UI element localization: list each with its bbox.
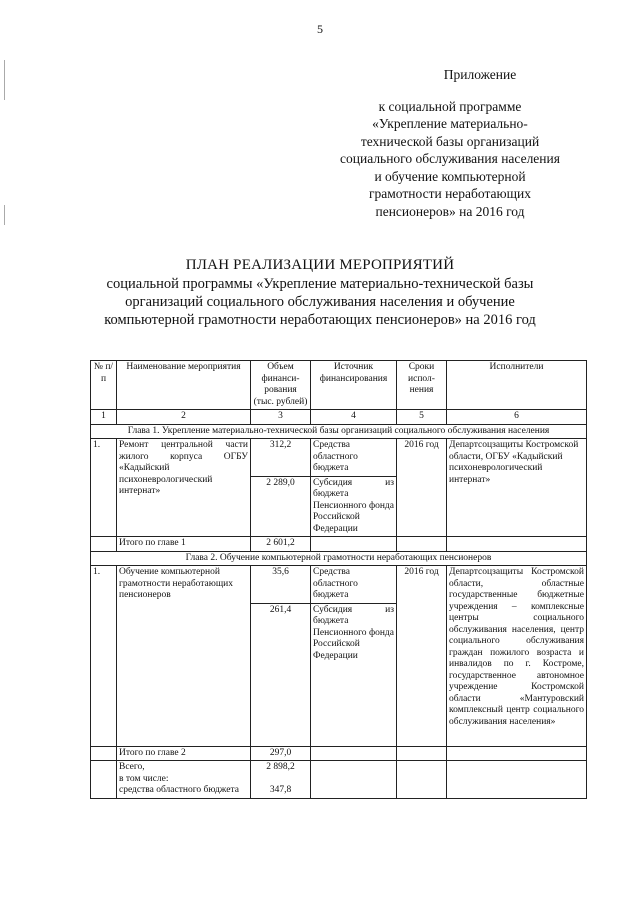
document-title xyxy=(60,256,580,329)
title-line: организаций социального обслуживания населения и обучение xyxy=(125,294,515,310)
empty-cell xyxy=(397,746,447,761)
measure-name: Обучение компьютерной грамотности неработающих пенсионеров xyxy=(117,566,251,747)
empty-cell xyxy=(311,761,397,799)
row-num: 1. xyxy=(91,566,117,747)
funding-source: Средства областного бюджета xyxy=(311,566,397,604)
summary-incl-label: в том числе: xyxy=(119,773,169,784)
appendix-heading: Приложение xyxy=(443,67,517,82)
table-row xyxy=(91,439,587,477)
funding-volume: 261,4 xyxy=(251,603,311,746)
funding-source: Средства областного бюджета xyxy=(311,439,397,477)
header-source: Источник финансирования xyxy=(311,361,397,410)
appendix-line: грамотности неработающих xyxy=(368,186,531,201)
empty-cell xyxy=(447,761,587,799)
column-number: 2 xyxy=(117,410,251,425)
title-line: социальной программы «Укрепление материально-технической базы xyxy=(106,276,534,292)
chapter-row xyxy=(91,551,587,566)
empty-cell xyxy=(397,761,447,799)
total-label: Итого по главе 1 xyxy=(117,537,251,552)
page-number: 5 xyxy=(317,22,323,36)
funding-source: Субсидия из бюджета Пенсионного фонда Российской Федерации xyxy=(311,476,397,537)
summary-label xyxy=(117,761,251,799)
appendix-line: технической базы организаций xyxy=(360,133,540,149)
column-number: 4 xyxy=(311,410,397,425)
empty-cell xyxy=(311,537,397,552)
header-term: Сроки испол-нения xyxy=(397,361,447,410)
plan-table xyxy=(90,360,587,799)
empty-cell xyxy=(91,746,117,761)
empty-cell xyxy=(91,761,117,799)
row-num: 1. xyxy=(91,439,117,537)
summary-regional-value: 347,8 xyxy=(269,784,292,795)
margin-mark xyxy=(4,205,5,225)
total-row xyxy=(91,537,587,552)
table-row xyxy=(91,566,587,604)
funding-volume: 2 289,0 xyxy=(251,476,311,537)
header-name: Наименование мероприятия xyxy=(117,361,251,410)
empty-cell xyxy=(447,746,587,761)
column-number: 1 xyxy=(91,410,117,425)
empty-cell xyxy=(397,537,447,552)
column-number: 6 xyxy=(447,410,587,425)
funding-volume: 312,2 xyxy=(251,439,311,477)
appendix-line: и обучение компьютерной xyxy=(374,168,526,184)
header-executors: Исполнители xyxy=(447,361,587,410)
total-value: 2 601,2 xyxy=(251,537,311,552)
title-line: компьютерной грамотности неработающих пенсионеров» на 2016 год xyxy=(104,312,536,328)
chapter-row xyxy=(91,424,587,439)
total-value: 297,0 xyxy=(251,746,311,761)
header-num: № п/п xyxy=(91,361,117,410)
appendix-line: «Укрепление материально- xyxy=(372,116,528,131)
appendix-line: к социальной программе xyxy=(378,98,522,114)
column-number: 5 xyxy=(397,410,447,425)
execution-term: 2016 год xyxy=(397,566,447,747)
summary-regional-label: средства областного бюджета xyxy=(119,785,239,795)
empty-cell xyxy=(91,537,117,552)
empty-cell xyxy=(311,746,397,761)
funding-volume: 35,6 xyxy=(251,566,311,604)
executors: Департсоцзащиты Костромской области, ОГБУ «Кадыйский психоневрологический интернат» xyxy=(447,439,587,537)
table-header-row xyxy=(91,361,587,410)
funding-source: Субсидия из бюджета Пенсионного фонда Российской Федерации xyxy=(311,603,397,746)
measure-name: Ремонт центральной части жилого корпуса ОГБУ «Кадыйский психоневрологический интернат» xyxy=(117,439,251,537)
title-main: ПЛАН РЕАЛИЗАЦИИ МЕРОПРИЯТИЙ xyxy=(185,257,455,273)
column-number: 3 xyxy=(251,410,311,425)
appendix-block xyxy=(300,66,600,220)
column-number-row xyxy=(91,410,587,425)
chapter-2-title: Глава 2. Обучение компьютерной грамотности неработающих пенсионеров xyxy=(91,551,587,566)
summary-row xyxy=(91,761,587,799)
summary-all-label: Всего, xyxy=(119,762,145,772)
chapter-1-title: Глава 1. Укрепление материально-технической базы организаций социального обслуживания населения xyxy=(91,424,587,439)
execution-term: 2016 год xyxy=(397,439,447,537)
summary-all-value: 2 898,2 xyxy=(266,762,295,772)
appendix-line: социального обслуживания населения xyxy=(340,151,560,166)
total-row xyxy=(91,746,587,761)
margin-mark xyxy=(4,60,5,100)
appendix-line: пенсионеров» на 2016 год xyxy=(375,203,525,219)
empty-cell xyxy=(447,537,587,552)
spacer xyxy=(253,774,308,785)
executors: Департсоцзащиты Костромской области, областные государственные бюджетные учреждения – комплексные центры социального обслуживания населения, центр социального обслуживания граждан пожилого возраста и инвалидов по г. Костроме, государственное автономное учреждение Костромской области «Мантуровский комплексный центр социального обслуживания населения» xyxy=(447,566,587,747)
summary-values xyxy=(251,761,311,799)
total-label: Итого по главе 2 xyxy=(117,746,251,761)
header-volume: Объем финанси-рования (тыс. рублей) xyxy=(251,361,311,410)
